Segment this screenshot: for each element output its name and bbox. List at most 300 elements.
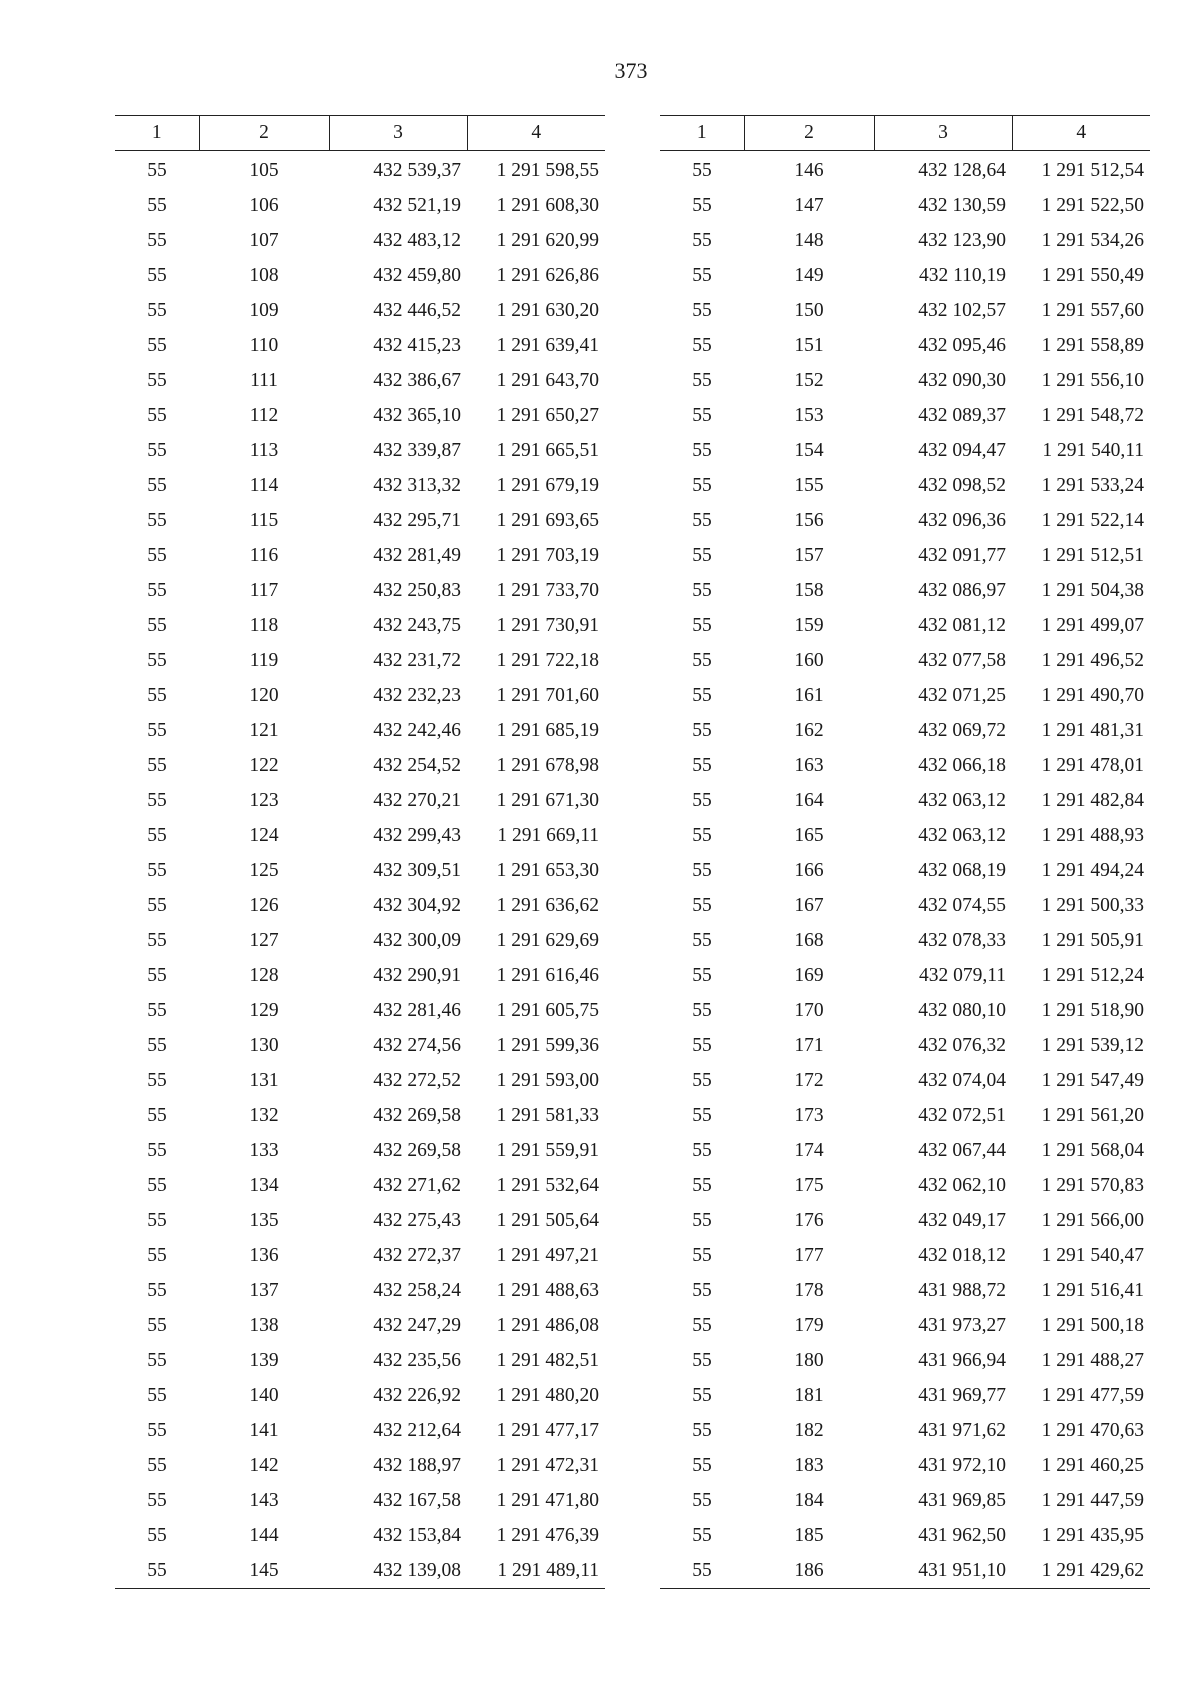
cell-point-number: 108: [249, 264, 279, 286]
cell-zone: 55: [147, 474, 167, 496]
cell-zone: 55: [147, 404, 167, 426]
cell-y-coordinate: 1 291 599,36: [496, 1034, 599, 1056]
table-row: [660, 503, 1150, 538]
cell-y-coordinate: 1 291 499,07: [1041, 614, 1144, 636]
table-row: [115, 993, 605, 1028]
table-row: [115, 1028, 605, 1063]
cell-zone: 55: [692, 1279, 712, 1301]
cell-x-coordinate: 432 074,55: [918, 894, 1006, 916]
cell-x-coordinate: 432 068,19: [918, 859, 1006, 881]
cell-point-number: 139: [249, 1349, 279, 1371]
cell-x-coordinate: 432 459,80: [373, 264, 461, 286]
cell-zone: 55: [147, 1349, 167, 1371]
table-row: [660, 293, 1150, 328]
table-row: [115, 1203, 605, 1238]
cell-y-coordinate: 1 291 678,98: [496, 754, 599, 776]
cell-zone: 55: [147, 999, 167, 1021]
table-row: [660, 363, 1150, 398]
cell-zone: 55: [692, 1384, 712, 1406]
cell-point-number: 171: [794, 1034, 824, 1056]
table-row: [115, 678, 605, 713]
cell-zone: 55: [692, 964, 712, 986]
cell-point-number: 143: [249, 1489, 279, 1511]
table-row: [660, 888, 1150, 923]
cell-y-coordinate: 1 291 701,60: [496, 684, 599, 706]
cell-y-coordinate: 1 291 653,30: [496, 859, 599, 881]
cell-zone: 55: [692, 1454, 712, 1476]
cell-zone: 55: [692, 474, 712, 496]
cell-zone: 55: [692, 1069, 712, 1091]
cell-x-coordinate: 432 018,12: [918, 1244, 1006, 1266]
cell-zone: 55: [147, 684, 167, 706]
cell-point-number: 177: [794, 1244, 824, 1266]
cell-point-number: 116: [249, 544, 279, 566]
cell-x-coordinate: 431 988,72: [918, 1279, 1006, 1301]
cell-zone: 55: [147, 1419, 167, 1441]
cell-x-coordinate: 432 072,51: [918, 1104, 1006, 1126]
cell-zone: 55: [147, 614, 167, 636]
cell-point-number: 185: [794, 1524, 824, 1546]
cell-y-coordinate: 1 291 730,91: [496, 614, 599, 636]
cell-point-number: 129: [249, 999, 279, 1021]
cell-x-coordinate: 432 446,52: [373, 299, 461, 321]
cell-y-coordinate: 1 291 650,27: [496, 404, 599, 426]
table-row: [115, 1308, 605, 1343]
cell-zone: 55: [147, 1104, 167, 1126]
table-row: [660, 958, 1150, 993]
coordinates-table-left: [115, 115, 605, 1589]
table-row: [660, 1273, 1150, 1308]
cell-point-number: 165: [794, 824, 824, 846]
cell-point-number: 111: [250, 369, 278, 391]
cell-point-number: 183: [794, 1454, 824, 1476]
cell-x-coordinate: 432 275,43: [373, 1209, 461, 1231]
cell-x-coordinate: 432 304,92: [373, 894, 461, 916]
cell-x-coordinate: 432 272,52: [373, 1069, 461, 1091]
table-row: [115, 1098, 605, 1133]
cell-zone: 55: [147, 1279, 167, 1301]
table-row: [115, 1553, 605, 1589]
cell-y-coordinate: 1 291 550,49: [1041, 264, 1144, 286]
cell-point-number: 130: [249, 1034, 279, 1056]
table-row: [660, 713, 1150, 748]
cell-y-coordinate: 1 291 489,11: [467, 1553, 605, 1589]
cell-y-coordinate: 1 291 494,24: [1041, 859, 1144, 881]
cell-x-coordinate: 432 290,91: [373, 964, 461, 986]
table-row: [660, 468, 1150, 503]
table-row: [115, 748, 605, 783]
cell-y-coordinate: 1 291 482,51: [496, 1349, 599, 1371]
cell-x-coordinate: 432 123,90: [918, 229, 1006, 251]
cell-point-number: 114: [249, 474, 279, 496]
cell-y-coordinate: 1 291 522,50: [1041, 194, 1144, 216]
table-row: [115, 713, 605, 748]
table-row: [660, 258, 1150, 293]
cell-zone: 55: [692, 544, 712, 566]
cell-x-coordinate: 432 254,52: [373, 754, 461, 776]
cell-point-number: 133: [249, 1139, 279, 1161]
cell-y-coordinate: 1 291 540,47: [1041, 1244, 1144, 1266]
cell-zone: 55: [692, 1034, 712, 1056]
cell-x-coordinate: 432 139,08: [329, 1553, 467, 1589]
cell-point-number: 124: [249, 824, 279, 846]
cell-zone: 55: [147, 334, 167, 356]
cell-y-coordinate: 1 291 693,65: [496, 509, 599, 531]
cell-x-coordinate: 432 091,77: [918, 544, 1006, 566]
cell-zone: 55: [692, 264, 712, 286]
cell-point-number: 144: [249, 1524, 279, 1546]
cell-zone: 55: [147, 1034, 167, 1056]
cell-zone: 55: [147, 369, 167, 391]
cell-x-coordinate: 432 212,64: [373, 1419, 461, 1441]
table-row: [115, 1518, 605, 1553]
cell-zone: 55: [147, 859, 167, 881]
table-row: [660, 1133, 1150, 1168]
cell-y-coordinate: 1 291 460,25: [1041, 1454, 1144, 1476]
cell-x-coordinate: 432 077,58: [918, 649, 1006, 671]
cell-x-coordinate: 432 247,29: [373, 1314, 461, 1336]
cell-zone: 55: [147, 719, 167, 741]
cell-y-coordinate: 1 291 722,18: [496, 649, 599, 671]
cell-y-coordinate: 1 291 636,62: [496, 894, 599, 916]
header-row: [115, 116, 605, 151]
cell-y-coordinate: 1 291 620,99: [496, 229, 599, 251]
cell-zone: 55: [692, 789, 712, 811]
table-row: [660, 783, 1150, 818]
cell-y-coordinate: 1 291 605,75: [496, 999, 599, 1021]
cell-x-coordinate: 432 086,97: [918, 579, 1006, 601]
cell-point-number: 117: [249, 579, 279, 601]
table-row: [115, 433, 605, 468]
cell-x-coordinate: 431 969,77: [918, 1384, 1006, 1406]
table-row: [115, 853, 605, 888]
cell-x-coordinate: 432 271,62: [373, 1174, 461, 1196]
cell-zone: 55: [692, 719, 712, 741]
cell-y-coordinate: 1 291 665,51: [496, 439, 599, 461]
cell-zone: 55: [147, 894, 167, 916]
cell-zone: 55: [147, 194, 167, 216]
cell-y-coordinate: 1 291 481,31: [1041, 719, 1144, 741]
cell-y-coordinate: 1 291 447,59: [1041, 1489, 1144, 1511]
cell-x-coordinate: 432 130,59: [918, 194, 1006, 216]
table-row: [660, 538, 1150, 573]
cell-zone: 55: [147, 544, 167, 566]
cell-point-number: 174: [794, 1139, 824, 1161]
cell-y-coordinate: 1 291 490,70: [1041, 684, 1144, 706]
column-header: 4: [1012, 116, 1150, 151]
cell-x-coordinate: 431 971,62: [918, 1419, 1006, 1441]
cell-x-coordinate: 431 969,85: [918, 1489, 1006, 1511]
cell-point-number: 147: [794, 194, 824, 216]
column-header: 2: [744, 116, 874, 151]
cell-zone: 55: [692, 334, 712, 356]
table-row: [115, 1413, 605, 1448]
cell-zone: 55: [147, 964, 167, 986]
cell-x-coordinate: 432 231,72: [373, 649, 461, 671]
table-row: [115, 818, 605, 853]
cell-x-coordinate: 432 250,83: [373, 579, 461, 601]
table-row: [660, 151, 1150, 189]
table-row: [660, 678, 1150, 713]
cell-zone: 55: [692, 824, 712, 846]
cell-zone: 55: [692, 194, 712, 216]
cell-point-number: 112: [249, 404, 279, 426]
cell-point-number: 110: [249, 334, 279, 356]
cell-y-coordinate: 1 291 669,11: [497, 824, 599, 846]
cell-y-coordinate: 1 291 557,60: [1041, 299, 1144, 321]
cell-point-number: 135: [249, 1209, 279, 1231]
cell-x-coordinate: 432 096,36: [918, 509, 1006, 531]
cell-point-number: 154: [794, 439, 824, 461]
cell-point-number: 123: [249, 789, 279, 811]
cell-zone: 55: [692, 1244, 712, 1266]
cell-point-number: 158: [794, 579, 824, 601]
cell-point-number: 119: [249, 649, 279, 671]
cell-x-coordinate: 432 295,71: [373, 509, 461, 531]
cell-y-coordinate: 1 291 472,31: [496, 1454, 599, 1476]
cell-zone: 55: [692, 509, 712, 531]
cell-point-number: 142: [249, 1454, 279, 1476]
cell-point-number: 172: [794, 1069, 824, 1091]
cell-zone: 55: [692, 229, 712, 251]
cell-zone: 55: [147, 754, 167, 776]
cell-zone: 55: [147, 929, 167, 951]
cell-point-number: 159: [794, 614, 824, 636]
cell-y-coordinate: 1 291 476,39: [496, 1524, 599, 1546]
cell-x-coordinate: 432 063,12: [918, 789, 1006, 811]
cell-x-coordinate: 432 090,30: [918, 369, 1006, 391]
cell-y-coordinate: 1 291 500,18: [1041, 1314, 1144, 1336]
cell-x-coordinate: 432 110,19: [918, 264, 1006, 286]
table-row: [660, 818, 1150, 853]
table-row: [660, 188, 1150, 223]
cell-point-number: 122: [249, 754, 279, 776]
cell-zone: 55: [692, 1139, 712, 1161]
cell-zone: 55: [147, 439, 167, 461]
cell-x-coordinate: 432 232,23: [373, 684, 461, 706]
cell-y-coordinate: 1 291 518,90: [1041, 999, 1144, 1021]
cell-y-coordinate: 1 291 496,52: [1041, 649, 1144, 671]
cell-y-coordinate: 1 291 671,30: [496, 789, 599, 811]
table-row: [115, 468, 605, 503]
cell-y-coordinate: 1 291 733,70: [496, 579, 599, 601]
table-row: [115, 188, 605, 223]
cell-zone: 55: [692, 754, 712, 776]
cell-point-number: 157: [794, 544, 824, 566]
table-row: [115, 293, 605, 328]
cell-x-coordinate: 432 299,43: [373, 824, 461, 846]
cell-x-coordinate: 432 095,46: [918, 334, 1006, 356]
cell-x-coordinate: 432 188,97: [373, 1454, 461, 1476]
table-row: [660, 398, 1150, 433]
table-row: [660, 1063, 1150, 1098]
cell-point-number: 105: [249, 159, 279, 181]
cell-point-number: 128: [249, 964, 279, 986]
column-header: 2: [199, 116, 329, 151]
cell-zone: 55: [147, 1209, 167, 1231]
cell-y-coordinate: 1 291 471,80: [496, 1489, 599, 1511]
table-row: [660, 1098, 1150, 1133]
cell-x-coordinate: 432 309,51: [373, 859, 461, 881]
column-header: 1: [660, 116, 744, 151]
cell-zone: 55: [692, 999, 712, 1021]
table-row: [660, 223, 1150, 258]
cell-x-coordinate: 432 269,58: [373, 1104, 461, 1126]
cell-y-coordinate: 1 291 477,17: [496, 1419, 599, 1441]
cell-x-coordinate: 432 300,09: [373, 929, 461, 951]
cell-x-coordinate: 432 071,25: [918, 684, 1006, 706]
table-row: [115, 958, 605, 993]
cell-point-number: 161: [794, 684, 824, 706]
cell-point-number: 169: [794, 964, 824, 986]
cell-y-coordinate: 1 291 547,49: [1041, 1069, 1144, 1091]
cell-y-coordinate: 1 291 532,64: [496, 1174, 599, 1196]
cell-point-number: 146: [794, 159, 824, 181]
column-header: 1: [115, 116, 199, 151]
table-row: [660, 1028, 1150, 1063]
cell-point-number: 136: [249, 1244, 279, 1266]
table-row: [115, 363, 605, 398]
table-row: [660, 923, 1150, 958]
page-number: 373: [614, 58, 648, 83]
cell-zone: 55: [147, 264, 167, 286]
table-row: [660, 433, 1150, 468]
cell-y-coordinate: 1 291 478,01: [1041, 754, 1144, 776]
column-header: 3: [329, 116, 467, 151]
cell-zone: 55: [147, 1174, 167, 1196]
table-row: [115, 1483, 605, 1518]
cell-zone: 55: [692, 1174, 712, 1196]
table-row: [115, 573, 605, 608]
table-row: [115, 258, 605, 293]
cell-point-number: 109: [249, 299, 279, 321]
cell-point-number: 150: [794, 299, 824, 321]
cell-zone: 55: [147, 159, 167, 181]
column-header: 4: [467, 116, 605, 151]
table-row: [660, 643, 1150, 678]
cell-y-coordinate: 1 291 482,84: [1041, 789, 1144, 811]
cell-y-coordinate: 1 291 598,55: [496, 159, 599, 181]
cell-point-number: 176: [794, 1209, 824, 1231]
cell-point-number: 115: [249, 509, 279, 531]
cell-x-coordinate: 432 483,12: [373, 229, 461, 251]
cell-x-coordinate: 432 080,10: [918, 999, 1006, 1021]
cell-zone: 55: [692, 614, 712, 636]
cell-y-coordinate: 1 291 608,30: [496, 194, 599, 216]
cell-point-number: 186: [744, 1553, 874, 1589]
cell-zone: 55: [147, 1314, 167, 1336]
cell-point-number: 149: [794, 264, 824, 286]
cell-y-coordinate: 1 291 570,83: [1041, 1174, 1144, 1196]
cell-x-coordinate: 432 102,57: [918, 299, 1006, 321]
table-row: [115, 223, 605, 258]
cell-point-number: 166: [794, 859, 824, 881]
cell-y-coordinate: 1 291 534,26: [1041, 229, 1144, 251]
header-row: [660, 116, 1150, 151]
cell-y-coordinate: 1 291 581,33: [496, 1104, 599, 1126]
cell-point-number: 137: [249, 1279, 279, 1301]
cell-y-coordinate: 1 291 561,20: [1041, 1104, 1144, 1126]
cell-point-number: 175: [794, 1174, 824, 1196]
cell-point-number: 155: [794, 474, 824, 496]
cell-x-coordinate: 432 128,64: [918, 159, 1006, 181]
cell-point-number: 164: [794, 789, 824, 811]
cell-point-number: 140: [249, 1384, 279, 1406]
cell-x-coordinate: 432 089,37: [918, 404, 1006, 426]
cell-point-number: 121: [249, 719, 279, 741]
cell-y-coordinate: 1 291 429,62: [1012, 1553, 1150, 1589]
cell-zone: 55: [692, 929, 712, 951]
cell-x-coordinate: 432 258,24: [373, 1279, 461, 1301]
table-row: [660, 1203, 1150, 1238]
cell-y-coordinate: 1 291 488,63: [496, 1279, 599, 1301]
cell-y-coordinate: 1 291 505,64: [496, 1209, 599, 1231]
table-row: [660, 1553, 1150, 1589]
cell-point-number: 134: [249, 1174, 279, 1196]
cell-zone: 55: [115, 1553, 199, 1589]
cell-zone: 55: [692, 404, 712, 426]
table-row: [660, 1378, 1150, 1413]
cell-y-coordinate: 1 291 522,14: [1041, 509, 1144, 531]
cell-point-number: 184: [794, 1489, 824, 1511]
cell-point-number: 141: [249, 1419, 279, 1441]
cell-point-number: 120: [249, 684, 279, 706]
cell-y-coordinate: 1 291 470,63: [1041, 1419, 1144, 1441]
table-row: [660, 1448, 1150, 1483]
cell-x-coordinate: 432 066,18: [918, 754, 1006, 776]
table-row: [660, 573, 1150, 608]
cell-x-coordinate: 432 242,46: [373, 719, 461, 741]
cell-x-coordinate: 432 167,58: [373, 1489, 461, 1511]
cell-zone: 55: [692, 649, 712, 671]
cell-point-number: 125: [249, 859, 279, 881]
cell-x-coordinate: 432 153,84: [373, 1524, 461, 1546]
table-row: [660, 328, 1150, 363]
cell-y-coordinate: 1 291 497,21: [496, 1244, 599, 1266]
cell-zone: 55: [692, 159, 712, 181]
table-row: [115, 643, 605, 678]
cell-y-coordinate: 1 291 703,19: [496, 544, 599, 566]
cell-x-coordinate: 432 078,33: [918, 929, 1006, 951]
cell-zone: 55: [692, 894, 712, 916]
cell-x-coordinate: 432 098,52: [918, 474, 1006, 496]
table-row: [115, 328, 605, 363]
cell-y-coordinate: 1 291 568,04: [1041, 1139, 1144, 1161]
cell-zone: 55: [147, 824, 167, 846]
cell-y-coordinate: 1 291 480,20: [496, 1384, 599, 1406]
table-row: [115, 923, 605, 958]
cell-zone: 55: [692, 1419, 712, 1441]
cell-x-coordinate: 432 313,32: [373, 474, 461, 496]
table-row: [660, 1413, 1150, 1448]
cell-y-coordinate: 1 291 512,24: [1041, 964, 1144, 986]
cell-point-number: 153: [794, 404, 824, 426]
cell-zone: 55: [147, 1139, 167, 1161]
cell-y-coordinate: 1 291 488,27: [1041, 1349, 1144, 1371]
table-row: [660, 1343, 1150, 1378]
cell-point-number: 148: [794, 229, 824, 251]
cell-y-coordinate: 1 291 486,08: [496, 1314, 599, 1336]
cell-zone: 55: [692, 859, 712, 881]
table-row: [115, 783, 605, 818]
cell-x-coordinate: 432 272,37: [373, 1244, 461, 1266]
cell-point-number: 163: [794, 754, 824, 776]
cell-y-coordinate: 1 291 685,19: [496, 719, 599, 741]
cell-y-coordinate: 1 291 512,51: [1041, 544, 1144, 566]
cell-point-number: 126: [249, 894, 279, 916]
cell-y-coordinate: 1 291 643,70: [496, 369, 599, 391]
cell-x-coordinate: 432 235,56: [373, 1349, 461, 1371]
